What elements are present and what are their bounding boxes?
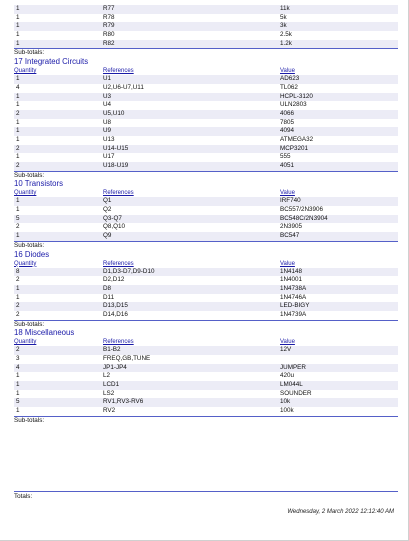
references-cell: U2,U6-U7,U11 [103,83,144,91]
bom-content [14,5,398,425]
column-headers [14,260,398,268]
table-row [14,110,398,119]
table-row [14,145,398,154]
references-cell: U4 [103,101,112,109]
quantity-cell: 2 [16,310,20,318]
table-row [14,22,398,31]
header-references: References [103,260,134,267]
quantity-cell: 1 [16,206,20,214]
value-cell: 1N4001 [280,276,303,284]
quantity-cell: 1 [16,127,20,135]
value-cell: 11k [280,5,290,12]
value-cell: 7805 [280,118,295,126]
references-cell: D13,D15 [103,302,128,310]
references-cell: R82 [103,39,115,47]
references-cell: RV1,RV3-RV6 [103,398,144,406]
quantity-cell: 1 [16,13,20,21]
value-cell: ULN2803 [280,101,307,109]
table-row [14,5,398,14]
header-references: References [103,339,134,346]
value-cell [280,355,398,364]
table-row [14,276,398,285]
subtotals-label: Sub-totals: [14,48,398,57]
quantity-cell: 2 [16,302,20,310]
references-cell: LCD1 [103,381,120,389]
table-row [14,346,398,355]
header-value: Value [280,68,295,75]
table-row [14,285,398,294]
value-cell: 4066 [280,109,295,117]
value-cell: BC557/2N3906 [280,206,324,214]
table-row [14,136,398,145]
value-cell: LM044L [280,381,303,389]
table-row [14,390,398,399]
value-cell: IRF740 [280,197,301,205]
value-cell: HCPL-3120 [280,92,313,100]
value-cell: 1N4746A [280,293,307,301]
references-cell: U8 [103,118,112,126]
table-row [14,407,398,416]
table-row [14,215,398,224]
value-cell: 420u [280,372,295,380]
quantity-cell: 1 [16,197,20,205]
value-cell: 10k [280,398,291,406]
quantity-cell: 1 [16,92,20,100]
table-row [14,101,398,110]
references-cell: Q8,Q10 [103,223,126,231]
column-headers [14,67,398,75]
value-cell: ATMEGA32 [280,135,314,143]
quantity-cell: 8 [16,267,20,275]
quantity-cell: 1 [16,101,20,109]
column-headers [14,338,398,346]
references-cell: U18-U19 [103,162,129,169]
table-row [14,40,398,49]
header-quantity: Quantity [14,339,37,346]
table-row [14,84,398,93]
header-value: Value [280,260,295,267]
quantity-cell: 2 [16,162,20,169]
value-cell: 2N3905 [280,223,303,231]
quantity-cell: 5 [16,398,20,406]
references-cell: D11 [103,293,115,301]
table-row [14,372,398,381]
value-cell: JUMPER [280,363,306,371]
value-cell: 1N4739A [280,310,307,318]
table-row [14,268,398,277]
references-cell: Q9 [103,232,112,240]
references-cell: Q2 [103,206,112,214]
value-cell: 1N4148 [280,267,303,275]
value-cell: 4094 [280,127,295,135]
table-row [14,232,398,241]
quantity-cell: 1 [16,22,20,30]
references-cell: U5,U10 [103,109,125,117]
totals-label: Totals: [14,493,33,500]
quantity-cell: 1 [16,407,20,415]
value-cell: 2.5k [280,31,292,39]
quantity-cell: 4 [16,83,20,91]
value-cell: BC547 [280,232,300,240]
references-cell: D1,D3-D7,D9-D10 [103,267,155,275]
references-cell: R80 [103,31,115,39]
subtotals-label: Sub-totals: [14,171,398,180]
table-row [14,294,398,303]
references-cell: B1-B2 [103,346,121,354]
totals-rule [14,491,398,492]
header-quantity: Quantity [14,260,37,267]
quantity-cell: 1 [16,5,20,12]
table-row [14,398,398,407]
table-row [14,127,398,136]
references-cell: Q1 [103,197,112,205]
quantity-cell: 1 [16,389,20,397]
column-headers [14,189,398,197]
table-row [14,14,398,23]
value-cell: 12V [280,346,292,354]
references-cell: U9 [103,127,112,135]
quantity-cell: 2 [16,346,20,354]
references-cell: U14-U15 [103,144,129,152]
references-cell: RV2 [103,407,116,415]
quantity-cell: 4 [16,363,20,371]
references-cell: U1 [103,75,112,83]
quantity-cell: 2 [16,144,20,152]
references-cell: D14,D16 [103,310,128,318]
subtotals-label: Sub-totals: [14,320,398,329]
references-cell: R79 [103,22,115,30]
value-cell: 100k [280,407,294,415]
group-title: 16 Diodes [14,249,50,259]
quantity-cell: 1 [16,232,20,240]
quantity-cell: 1 [16,381,20,389]
header-references: References [103,68,134,75]
table-row [14,364,398,373]
quantity-cell: 2 [16,109,20,117]
quantity-cell: 3 [16,355,20,362]
value-cell: TL062 [280,83,298,91]
value-cell: 555 [280,153,291,161]
subtotals-label: Sub-totals: [14,416,398,425]
subtotals-label: Sub-totals: [14,241,398,250]
quantity-cell: 5 [16,214,20,222]
value-cell: 3k [280,22,287,30]
value-cell: AD623 [280,75,300,83]
quantity-cell: 1 [16,135,20,143]
value-cell: SOUNDER [280,389,312,397]
value-cell: BC548C/2N3904 [280,214,328,222]
table-row [14,119,398,128]
references-cell: L2 [103,372,111,380]
header-value: Value [280,190,295,197]
quantity-cell: 1 [16,372,20,380]
quantity-cell: 1 [16,153,20,161]
table-row [14,206,398,215]
references-cell: R78 [103,13,115,21]
table-row [14,162,398,171]
header-quantity: Quantity [14,190,37,197]
references-cell: D2,D12 [103,276,125,284]
quantity-cell: 1 [16,31,20,39]
value-cell: LED-BIGY [280,302,310,310]
group-title: 18 Miscellaneous [14,328,75,338]
quantity-cell: 1 [16,75,20,83]
quantity-cell: 1 [16,284,20,292]
table-row [14,93,398,102]
references-cell: D8 [103,284,112,292]
quantity-cell: 1 [16,39,20,47]
group-title: 10 Transistors [14,179,63,189]
references-cell: Q3-Q7 [103,214,122,222]
quantity-cell: 2 [16,276,20,284]
references-cell: U3 [103,92,112,100]
value-cell: 1.2k [280,39,292,47]
table-row [14,31,398,40]
table-row [14,302,398,311]
header-references: References [103,190,134,197]
references-cell: U17 [103,153,115,161]
table-row [14,153,398,162]
value-cell: 5k [280,13,287,21]
header-value: Value [280,339,295,346]
quantity-cell: 2 [16,223,20,231]
report-date: Wednesday, 2 March 2022 12:12:40 AM [287,509,394,515]
references-cell: LS2 [103,389,115,397]
references-cell: JP1-JP4 [103,363,127,371]
quantity-cell: 1 [16,118,20,126]
references-cell: FREQ,GB,TUNE [103,355,151,362]
table-row [14,197,398,206]
group-title: 17 Integrated Circuits [14,57,89,67]
value-cell: 4051 [280,162,295,169]
table-row [14,223,398,232]
references-cell: R77 [103,5,115,12]
quantity-cell: 1 [16,293,20,301]
value-cell: MCP3201 [280,144,309,152]
table-row [14,355,398,364]
table-row [14,311,398,320]
references-cell: U13 [103,135,115,143]
value-cell: 1N4738A [280,284,307,292]
table-row [14,75,398,84]
header-quantity: Quantity [14,68,37,75]
table-row [14,381,398,390]
